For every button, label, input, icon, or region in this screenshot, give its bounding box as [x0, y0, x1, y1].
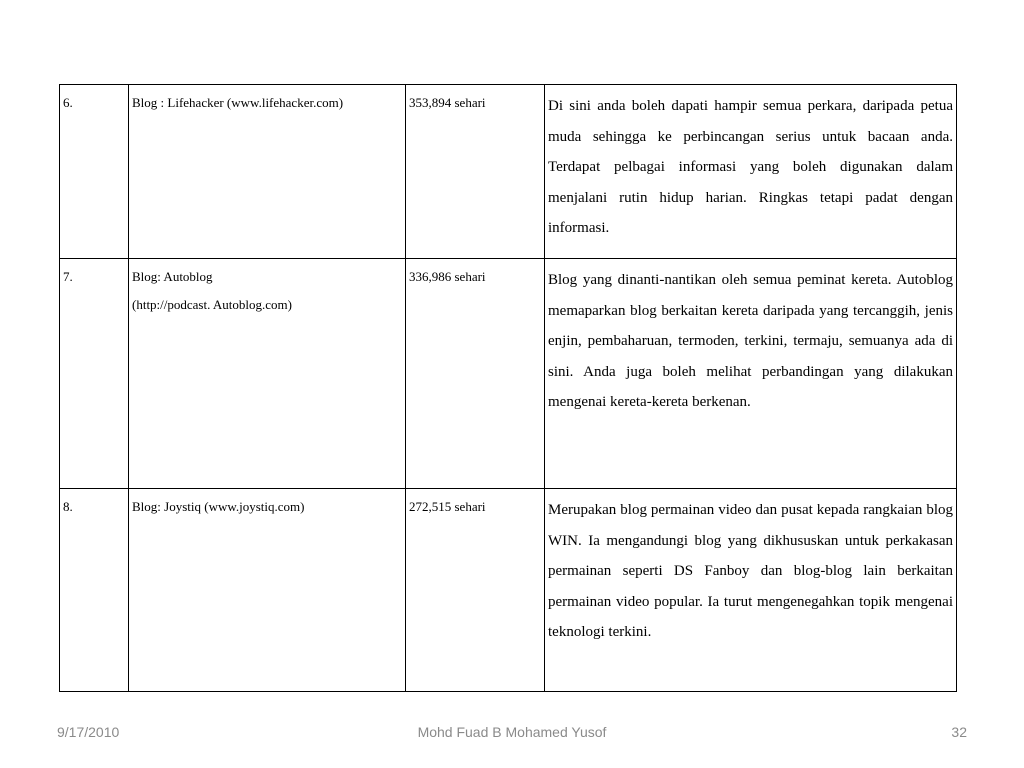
page-number: 32 — [951, 724, 967, 740]
blog-name-cell — [129, 85, 406, 259]
blog-name: Blog: Joystiq (www.joystiq.com) — [132, 499, 305, 514]
blog-description: Merupakan blog permainan video dan pusat kepada rangkaian blog WIN. Ia mengandungi blog yang dikhususkan untuk perkakasan permainan seperti DS Fanboy dan blog-blog lain berkaitan permainan video popular. Ia turut mengenegahkan topik mengenai teknologi terkini. — [545, 489, 957, 692]
table-row — [60, 489, 957, 692]
row-number: 7. — [60, 259, 129, 489]
blog-name-cell — [129, 489, 406, 692]
row-number: 8. — [60, 489, 129, 692]
daily-visitors: 353,894 sehari — [406, 85, 545, 259]
blog-description: Di sini anda boleh dapati hampir semua perkara, daripada petua muda sehingga ke perbincangan serius untuk bacaan anda. Terdapat pelbagai informasi yang boleh digunakan dalam menjalani rutin hidup harian. Ringkas tetapi padat dengan informasi. — [545, 85, 957, 259]
blog-table — [59, 84, 957, 692]
blog-name-cell — [129, 259, 406, 489]
table-row — [60, 259, 957, 489]
daily-visitors: 272,515 sehari — [406, 489, 545, 692]
daily-visitors: 336,986 sehari — [406, 259, 545, 489]
footer-date: 9/17/2010 — [57, 724, 120, 740]
blog-url: (http://podcast. Autoblog.com) — [132, 297, 292, 312]
table-row — [60, 85, 957, 259]
footer-author: Mohd Fuad B Mohamed Yusof — [417, 724, 607, 740]
blog-name: Blog : Lifehacker (www.lifehacker.com) — [132, 95, 344, 110]
blog-description: Blog yang dinanti-nantikan oleh semua peminat kereta. Autoblog memaparkan blog berkaitan kereta daripada yang tercanggih, jenis enjin, pembaharuan, termoden, terkini, termaju, semuanya ada di sini. Anda juga boleh melihat perbandingan yang dilakukan mengenai kereta-kereta berkenan. — [545, 259, 957, 489]
row-number: 6. — [60, 85, 129, 259]
blog-name: Blog: Autoblog — [132, 269, 213, 284]
